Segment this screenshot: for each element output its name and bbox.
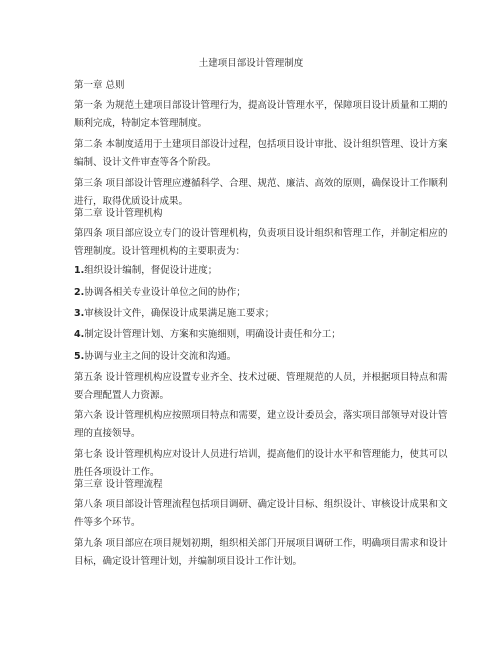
text-line: 理的直接领导。 — [74, 427, 141, 439]
text-line: 目标，确定设计管理计划，并编制项目设计工作计划。 — [74, 555, 303, 567]
article-paragraph — [74, 136, 448, 171]
list-item — [74, 348, 432, 366]
article-paragraph — [74, 496, 448, 531]
list-item — [74, 326, 432, 344]
article-paragraph — [74, 407, 448, 442]
list-item — [74, 262, 432, 280]
text-line: 第六条 设计管理机构应按照项目特点和需要，建立设计委员会，落实项目部领导对设计管 — [74, 410, 448, 421]
text-line: 编制、设计文件审查等各个阶段。 — [74, 156, 217, 168]
text-line: 管理制度。设计管理机构的主要职责为： — [74, 245, 246, 257]
article-paragraph — [74, 97, 448, 132]
text-line: 第二章 设计管理机构 — [74, 208, 163, 219]
text-line: 第五条 设计管理机构应设置专业齐全、技术过硬、管理规范的人员，并根据项目特点和需 — [74, 372, 448, 383]
text-line: 第二条 本制度适用于土建项目部设计过程，包括项目设计审批、设计组织管理、设计方案 — [74, 139, 448, 150]
text-line: 第四条 项目部应设立专门的设计管理机构，负责项目设计组织和管理工作，并制定相应的 — [74, 228, 448, 239]
list-text: 组织设计编制，督促设计进度； — [84, 265, 218, 276]
text-line: 顺利完成，特制定本管理制度。 — [74, 117, 208, 129]
document-title: 土建项目部设计管理制度 — [198, 58, 304, 69]
list-number: 2. — [74, 287, 85, 298]
article-paragraph — [74, 369, 448, 404]
list-number: 1. — [74, 265, 85, 276]
list-number: 4. — [74, 329, 85, 340]
list-text: 审核设计文件，确保设计成果满足施工要求； — [84, 308, 275, 319]
article-paragraph — [74, 225, 448, 260]
text-line: 胜任各项设计工作。 — [74, 466, 160, 478]
chapter-heading — [74, 476, 432, 494]
text-line: 第三条 项目部设计管理应遵循科学、合理、规范、廉洁、高效的原则，确保设计工作顺利 — [74, 178, 448, 189]
list-text: 制定设计管理计划、方案和实施细则，明确设计责任和分工； — [84, 329, 341, 340]
text-line: 第一章 总则 — [74, 80, 125, 91]
list-text: 协调各相关专业设计单位之间的协作； — [84, 287, 246, 298]
chapter-heading — [74, 205, 432, 223]
list-number: 5. — [74, 351, 85, 362]
text-line: 件等多个环节。 — [74, 516, 141, 528]
list-text: 协调与业主之间的设计交流和沟通。 — [84, 351, 237, 362]
text-line: 要合理配置人力资源。 — [74, 389, 170, 401]
text-line: 第八条 项目部设计管理流程包括项目调研、确定设计目标、组织设计、审核设计成果和文 — [74, 499, 448, 510]
article-paragraph — [74, 535, 448, 570]
text-line: 第七条 设计管理机构应对设计人员进行培训，提高他们的设计水平和管理能力，使其可以 — [74, 449, 448, 460]
text-line: 第九条 项目部应在项目规划初期，组织相关部门开展项目调研工作，明确项目需求和设计 — [74, 538, 448, 549]
text-line: 第一条 为规范土建项目部设计管理行为，提高设计管理水平，保障项目设计质量和工期的 — [74, 100, 448, 111]
list-item — [74, 305, 432, 323]
list-item — [74, 284, 432, 302]
chapter-heading — [74, 77, 432, 95]
text-line: 进行，取得优质设计成果。 — [74, 195, 189, 207]
text-line: 第三章 设计管理流程 — [74, 479, 163, 490]
list-number: 3. — [74, 308, 85, 319]
